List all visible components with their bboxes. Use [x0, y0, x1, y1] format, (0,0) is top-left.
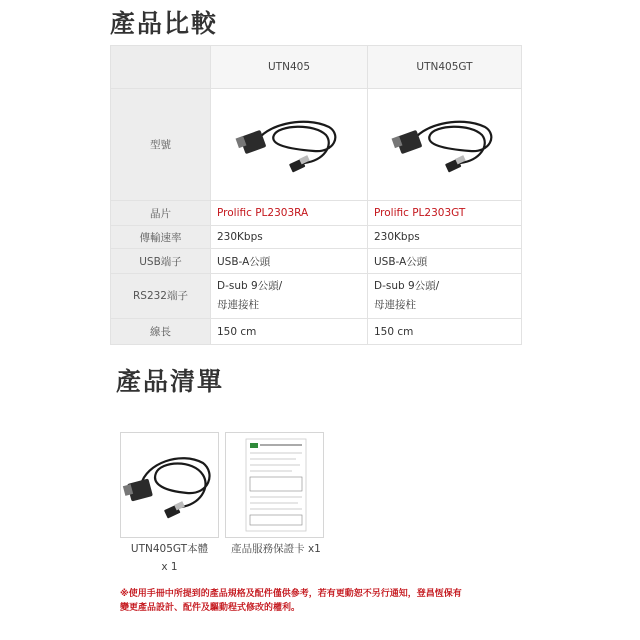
- row-label-model: 型號: [111, 89, 211, 201]
- package-item-card-caption: [220, 540, 332, 558]
- package-item-qty: x 1: [161, 561, 178, 573]
- row-label-rate: 傳輸速率: [111, 226, 211, 249]
- row-label-length: 線長: [111, 319, 211, 345]
- package-title: 產品清單: [116, 367, 225, 396]
- product-image-utn405: [211, 89, 368, 201]
- rs232-line2: 母連接柱: [374, 299, 416, 311]
- disclaimer-line2: 變更產品設計、配件及驅動程式修改的權利。: [120, 603, 301, 613]
- usb-value-utn405: USB-A公頭: [211, 249, 368, 274]
- package-item-cable-caption: [112, 540, 227, 576]
- package-item-name: 產品服務保證卡 x1: [231, 543, 321, 555]
- rs232-line2: 母連接柱: [217, 299, 259, 311]
- compare-title: 產品比較: [110, 9, 219, 38]
- product-image-utn405gt: [368, 89, 522, 201]
- model-row: [111, 89, 522, 201]
- length-row: [111, 319, 522, 345]
- row-label-usb: USB端子: [111, 249, 211, 274]
- length-value-utn405: 150 cm: [211, 319, 368, 345]
- rate-value-utn405gt: 230Kbps: [368, 226, 522, 249]
- usb-row: [111, 249, 522, 274]
- corner-cell: [111, 46, 211, 89]
- rs232-value-utn405: [211, 274, 368, 319]
- disclaimer-line1: ※使用手冊中所提到的產品規格及配件僅供參考，若有更動恕不另行通知，登昌恆保有: [120, 589, 462, 599]
- package-item-name: UTN405GT本體: [130, 543, 209, 555]
- comparison-table: [110, 45, 522, 345]
- serial-cable-icon: [390, 105, 500, 185]
- serial-cable-icon: [121, 433, 218, 537]
- warranty-card-icon: [226, 433, 323, 537]
- serial-cable-icon: [234, 105, 344, 185]
- rs232-line1: D-sub 9公頭/: [374, 280, 440, 292]
- rs232-value-utn405gt: [368, 274, 522, 319]
- column-header-utn405: UTN405: [211, 46, 368, 89]
- package-item-cable-image: [120, 432, 219, 538]
- row-label-chip: 晶片: [111, 201, 211, 226]
- disclaimer-note: [120, 587, 540, 615]
- usb-value-utn405gt: USB-A公頭: [368, 249, 522, 274]
- rs232-row: [111, 274, 522, 319]
- rs232-line1: D-sub 9公頭/: [217, 280, 283, 292]
- chip-value-utn405gt: Prolific PL2303GT: [368, 201, 522, 226]
- chip-row: [111, 201, 522, 226]
- length-value-utn405gt: 150 cm: [368, 319, 522, 345]
- rate-row: [111, 226, 522, 249]
- column-header-utn405gt: UTN405GT: [368, 46, 522, 89]
- chip-value-utn405: Prolific PL2303RA: [211, 201, 368, 226]
- row-label-rs232: RS232端子: [111, 274, 211, 319]
- rate-value-utn405: 230Kbps: [211, 226, 368, 249]
- header-row: [111, 46, 522, 89]
- package-item-warranty-card-image: [225, 432, 324, 538]
